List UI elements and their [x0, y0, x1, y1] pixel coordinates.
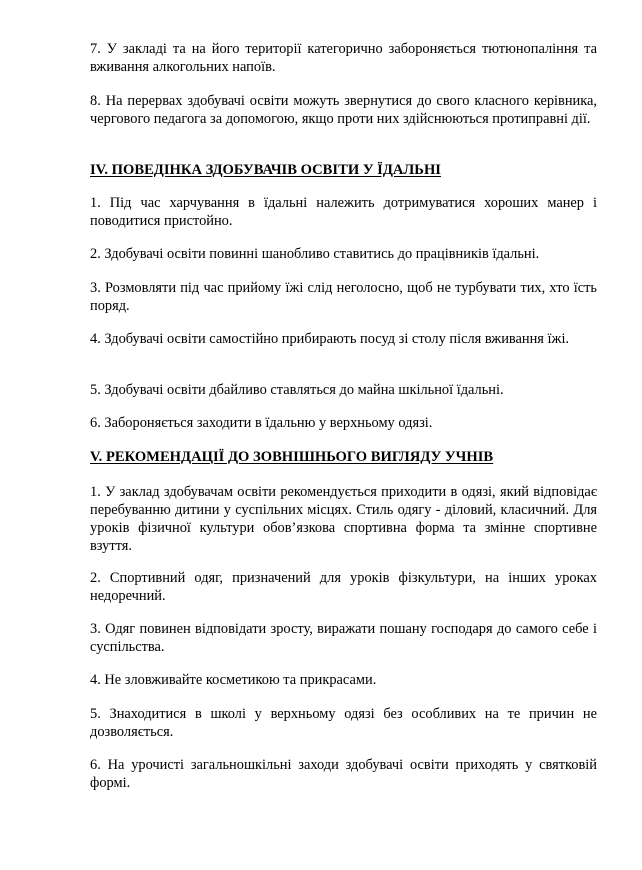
- section-iv-item-1: 1. Під час харчування в їдальні належить дотримуватися хороших манер і поводитися пристойно.: [90, 195, 597, 229]
- section-v-item-2: 2. Спортивний одяг, призначений для уроків фізкультури, на інших уроках недоречний.: [90, 570, 597, 604]
- rule-paragraph-8: 8. На перервах здобувачі освіти можуть звернутися до свого класного керівника, чергового педагога за допомогою, якщо проти них здійснюються протиправні дії.: [90, 93, 597, 127]
- rule-paragraph-7: 7. У закладі та на його території категорично забороняється тютюнопаління та вживання алкогольних напоїв.: [90, 41, 597, 75]
- section-v-item-5: 5. Знаходитися в школі у верхньому одязі без особливих на те причин не дозволяється.: [90, 706, 597, 740]
- section-heading-v: V. РЕКОМЕНДАЦІЇ ДО ЗОВНІШНЬОГО ВИГЛЯДУ УЧНІВ: [90, 449, 494, 465]
- section-iv-item-6: 6. Забороняється заходити в їдальню у верхньому одязі.: [90, 415, 433, 431]
- section-iv-item-3: 3. Розмовляти під час прийому їжі слід неголосно, щоб не турбувати тих, хто їсть поряд.: [90, 280, 597, 314]
- section-iv-item-4: 4. Здобувачі освіти самостійно прибирають посуд зі столу після вживання їжі.: [90, 331, 570, 347]
- section-iv-item-2: 2. Здобувачі освіти повинні шанобливо ставитись до працівників їдальні.: [90, 246, 540, 262]
- section-heading-iv: IV. ПОВЕДІНКА ЗДОБУВАЧІВ ОСВІТИ У ЇДАЛЬНІ: [90, 162, 441, 178]
- section-v-item-3: 3. Одяг повинен відповідати зросту, виражати пошану господаря до самого себе і суспільства.: [90, 621, 597, 655]
- section-v-item-6: 6. На урочисті загальношкільні заходи здобувачі освіти приходять у святковій формі.: [90, 757, 597, 791]
- section-v-item-4: 4. Не зловживайте косметикою та прикрасами.: [90, 672, 377, 688]
- section-v-item-1: 1. У заклад здобувачам освіти рекомендується приходити в одязі, який відповідає перебуванню дитини у суспільних місцях. Стиль одягу - діловий, класичний. Для уроків фізичної культури обов’язкова спортивна форма та змінне спортивне взуття.: [90, 484, 597, 554]
- section-iv-item-5: 5. Здобувачі освіти дбайливо ставляться до майна шкільної їдальні.: [90, 382, 504, 398]
